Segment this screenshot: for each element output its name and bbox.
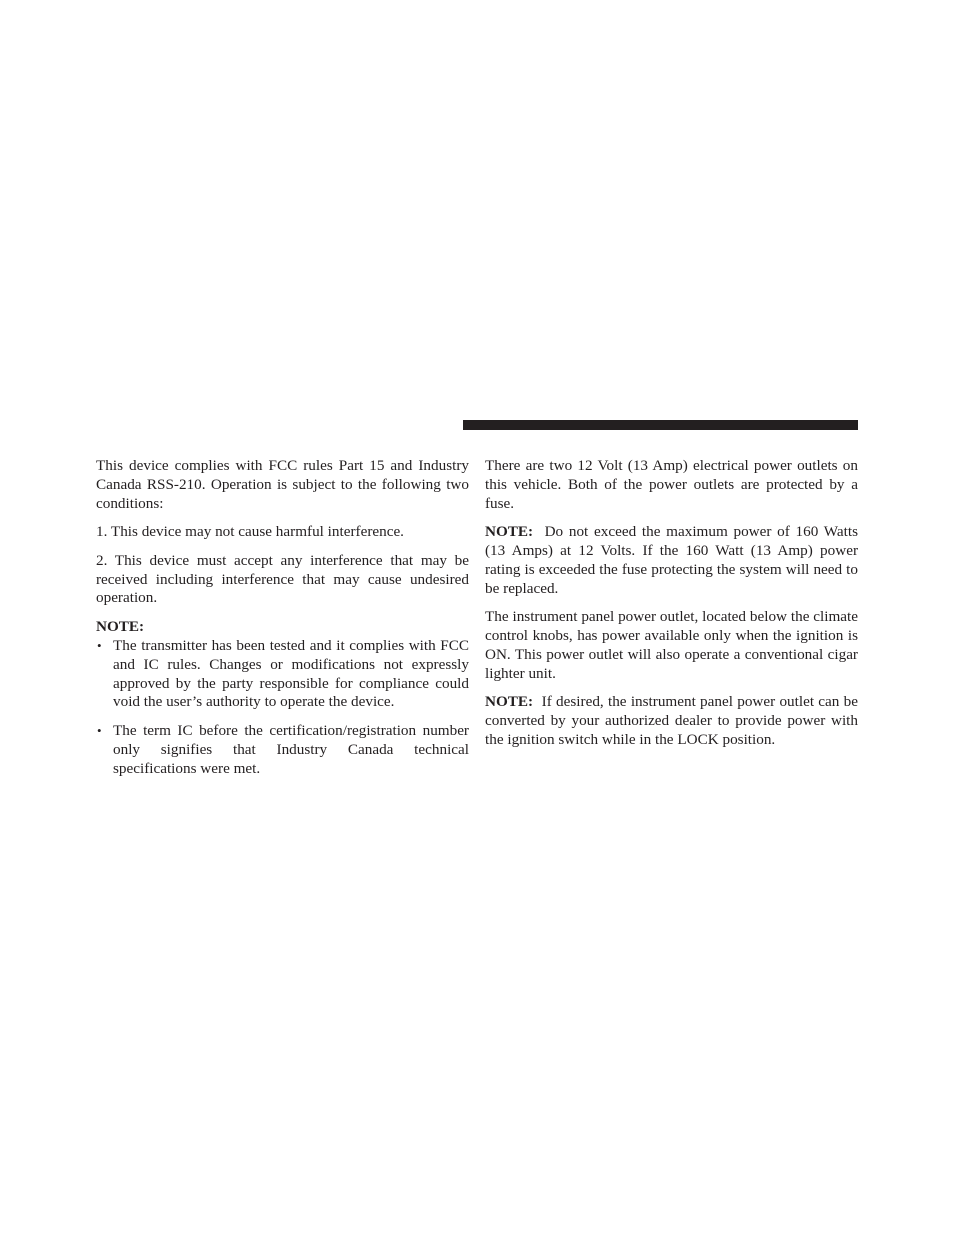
bullet-icon: • — [97, 722, 102, 738]
note-max-power — [485, 523, 858, 599]
note-text: Do not exceed the maximum power of 160 Watts (13 Amps) at 12 Volts. If the 160 Watt (13 Amp) power rating is exceeded the fuse protecting the system will need to be replaced. — [485, 523, 858, 597]
power-outlets-paragraph: There are two 12 Volt (13 Amp) electrical power outlets on this vehicle. Both of the power outlets are protected by a fuse. — [485, 457, 858, 512]
list-item — [96, 722, 469, 779]
instrument-panel-outlet-paragraph: The instrument panel power outlet, located below the climate control knobs, has power available only when the ignition is ON. This power outlet will also operate a conventional cigar lighter unit. — [485, 608, 858, 683]
compliance-intro: This device complies with FCC rules Part 15 and Industry Canada RSS-210. Operation is subject to the following two conditions: — [96, 457, 469, 512]
condition-2: 2. This device must accept any interference that may be received including interference that may cause undesired operation. — [96, 551, 469, 607]
note-label: NOTE: — [485, 693, 534, 711]
note-bullet-list — [96, 637, 469, 779]
bullet-text: The term IC before the certification/registration number only signifies that Industry Canada technical specifications were met. — [113, 721, 469, 777]
condition-1: 1. This device may not cause harmful interference. — [96, 523, 404, 541]
note-text: If desired, the instrument panel power outlet can be converted by your authorized dealer to provide power with the ignition switch while in the LOCK position. — [485, 693, 858, 749]
note-heading: NOTE: — [96, 617, 145, 635]
left-column — [96, 457, 469, 788]
bullet-text: The transmitter has been tested and it complies with FCC and IC rules. Changes or modifications not expressly approved by the party responsible for compliance could void the user’s authority to operate the device. — [113, 636, 469, 711]
note-label: NOTE: — [485, 523, 534, 541]
right-column — [485, 457, 858, 760]
list-item — [96, 637, 469, 713]
bullet-icon: • — [97, 637, 102, 653]
note-dealer-conversion — [485, 693, 858, 750]
section-header-bar — [463, 420, 858, 430]
